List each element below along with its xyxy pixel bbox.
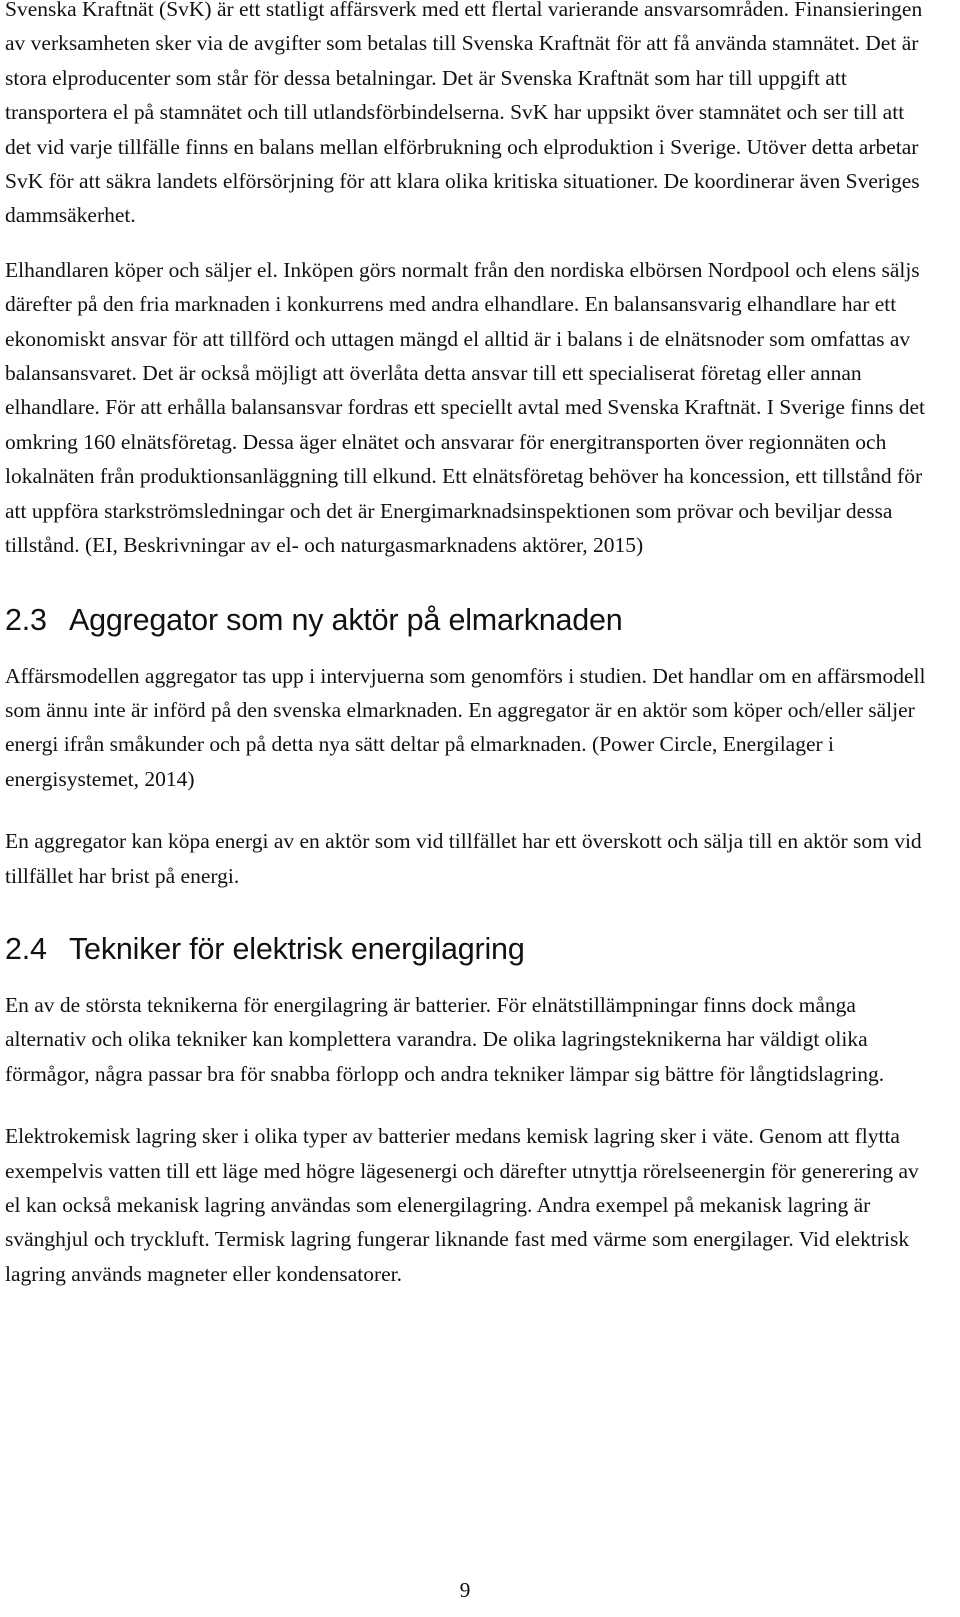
body-paragraph: Elektrokemisk lagring sker i olika typer av batterier medans kemisk lagring sker i väte. Genom att flytta exempelvis vatten till ett läge med högre lägesenergi och därefter utnyttja rörelseenergin för generering av el kan också mekanisk lagring användas som elenergilagring. Andra exempel på mekanisk lagring är svänghjul och tryckluft. Termisk lagring fungerar liknande fast med värme som energilager. Vid elektrisk lagring används magneter eller kondensatorer. <box>5 1124 919 1286</box>
body-paragraph: En aggregator kan köpa energi av en aktör som vid tillfället har ett överskott och sälja till en aktör som vid tillfället har brist på energi. <box>5 829 922 888</box>
document-page <box>5 0 935 1291</box>
body-paragraph: Affärsmodellen aggregator tas upp i intervjuerna som genomförs i studien. Det handlar om en affärsmodell som ännu inte är införd på den svenska elmarknaden. En aggregator är en aktör som köper och/eller säljer energi ifrån småkunder och på detta nya sätt deltar på elmarknaden. (Power Circle, Energilager i energisystemet, 2014) <box>5 663 926 791</box>
section-title: Aggregator som ny aktör på elmarknaden <box>69 602 623 637</box>
section-number: 2.3 <box>5 602 47 637</box>
section-number: 2.4 <box>5 931 47 966</box>
body-paragraph: Svenska Kraftnät (SvK) är ett statligt affärsverk med ett flertal varierande ansvarsområden. Finansieringen av verksamheten sker via de avgifter som betalas till Svenska Kraftnät för att få använda stamnätet. Det är stora elproducenter som står för dessa betalningar. Det är Svenska Kraftnät som har till uppgift att transportera el på stamnätet och till utlandsförbindelserna. SvK har uppsikt över stamnätet och ser till att det vid varje tillfälle finns en balans mellan elförbrukning och elproduktion i Sverige. Utöver detta arbetar SvK för att säkra landets elförsörjning för att klara olika kritiska situationer. De koordinerar även Sveriges dammsäkerhet. <box>5 0 923 228</box>
page-number: 9 <box>459 1578 471 1602</box>
section-heading <box>5 930 935 968</box>
section-heading <box>5 601 935 639</box>
section-title: Tekniker för elektrisk energilagring <box>69 931 525 966</box>
body-paragraph: Elhandlaren köper och säljer el. Inköpen görs normalt från den nordiska elbörsen Nordpool och elens säljs därefter på den fria marknaden i konkurrens med andra elhandlare. En balansansvarig elhandlare har ett ekonomiskt ansvar för att tillförd och uttagen mängd el alltid är i balans i de elnätsnoder som omfattas av balansansvaret. Det är också möjligt att överlåta detta ansvar till ett specialiserat företag eller annan elhandlare. För att erhålla balansansvar fordras ett speciellt avtal med Svenska Kraftnät. I Sverige finns det omkring 160 elnätsföretag. Dessa äger elnätet och ansvarar för energitransporten över regionnäten och lokalnäten från produktionsanläggning till elkund. Ett elnätsföretag behöver ha koncession, ett tillstånd för att uppföra starkströmsledningar och det är Energimarknadsinspektionen som prövar och beviljar dessa tillstånd. (EI, Beskrivningar av el- och naturgasmarknadens aktörer, 2015) <box>5 257 925 558</box>
body-paragraph: En av de största teknikerna för energilagring är batterier. För elnätstillämpningar finns dock många alternativ och olika tekniker kan komplettera varandra. De olika lagringsteknikerna har väldigt olika förmågor, några passar bra för snabba förlopp och andra tekniker lämpar sig bättre för långtidslagring. <box>5 992 885 1086</box>
